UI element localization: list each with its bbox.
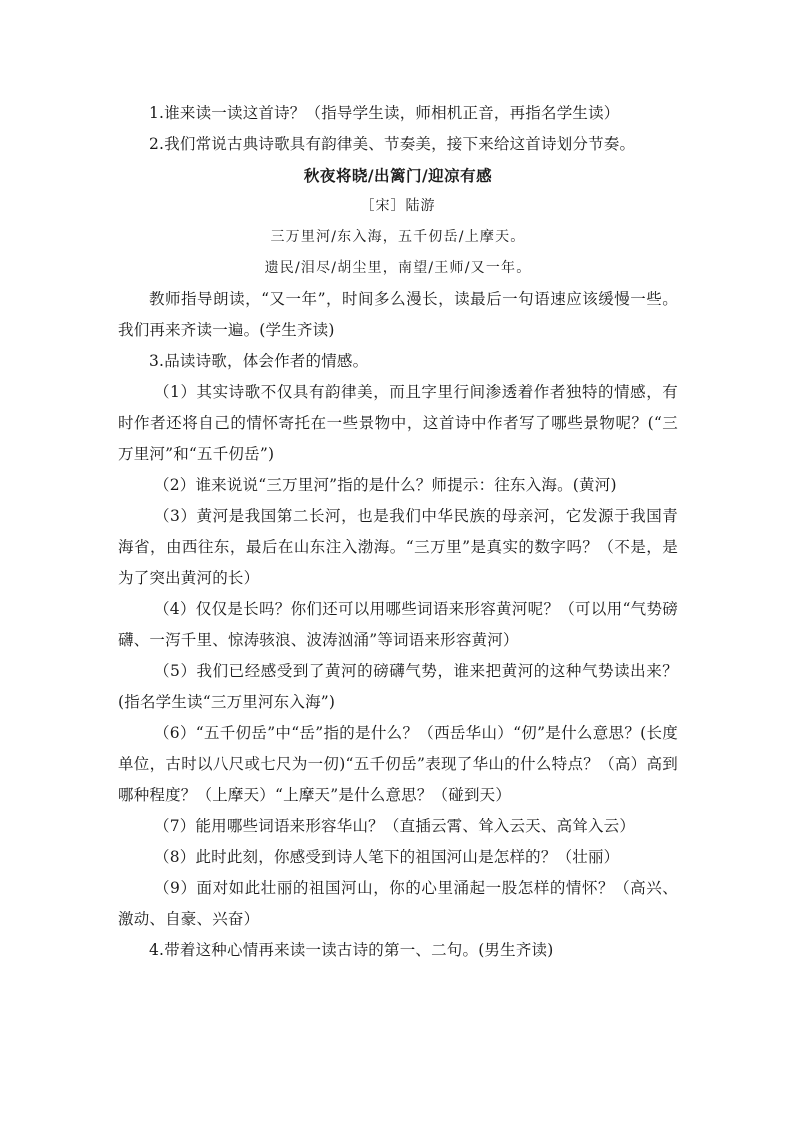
paragraph-question-6: （6）“五千仞岳”中“岳”指的是什么？（西岳华山）“仞”是什么意思？(长度单位，古时以八尺或七尺为一仞)“五千仞岳”表现了华山的什么特点？（高）高到哪种程度？（上摩天）“上摩天”是什么意思？（碰到天） [118, 724, 678, 804]
paragraph-question-5: （5）我们已经感受到了黄河的磅礴气势，谁来把黄河的这种气势读出来？(指名学生读“三万里河东入海”) [118, 662, 678, 711]
paragraph-step-2: 2.我们常说古典诗歌具有韵律美、节奏美，接下来给这首诗划分节奏。 [149, 135, 636, 153]
paragraph-step-3: 3.品读诗歌，体会作者的情感。 [149, 352, 369, 370]
poem-title: 秋夜将晓/出篱门/迎凉有感 [303, 166, 493, 185]
paragraph-reading-guide: 教师指导朗读，“又一年”，时间多么漫长，读最后一句语速应该缓慢一些。我们再来齐读一遍。(学生齐读) [118, 290, 678, 339]
paragraph-question-2: （2）谁来说说“三万里河”指的是什么？师提示：往东入海。(黄河) [154, 476, 617, 494]
document-body [118, 98, 678, 966]
paragraph-step-4: 4.带着这种心情再来读一读古诗的第一、二句。(男生齐读) [149, 941, 554, 959]
paragraph-question-9: （9）面对如此壮丽的祖国河山，你的心里涌起一股怎样的情怀？（高兴、激动、自豪、兴奋） [118, 879, 678, 928]
paragraph-step-1: 1.谁来读一读这首诗？（指导学生读，师相机正音，再指名学生读） [149, 104, 620, 122]
poem-line-1: 三万里河/东入海，五千仞岳/上摩天。 [270, 229, 526, 245]
paragraph-question-7: （7）能用哪些词语来形容华山？（直插云霄、耸入云天、高耸入云） [154, 817, 636, 835]
paragraph-question-3: （3）黄河是我国第二长河，也是我们中华民族的母亲河，它发源于我国青海省，由西往东，最后在山东注入渤海。“三万里”是真实的数字吗？（不是，是为了突出黄河的长） [118, 507, 678, 587]
poem-line-2: 遗民/泪尽/胡尘里，南望/王师/又一年。 [264, 260, 532, 276]
paragraph-question-1: （1）其实诗歌不仅具有韵律美，而且字里行间渗透着作者独特的情感，有时作者还将自己的情怀寄托在一些景物中，这首诗中作者写了哪些景物呢？(“三万里河”和“五千仞岳”) [118, 383, 678, 463]
paragraph-question-8: （8）此时此刻，你感受到诗人笔下的祖国河山是怎样的？（壮丽） [154, 848, 620, 866]
paragraph-question-4: （4）仅仅是长吗？你们还可以用哪些词语来形容黄河呢？（可以用“气势磅礴、一泻千里、惊涛骇浪、波涛汹涌”等词语来形容黄河） [118, 600, 678, 649]
poem-author: ［宋］陆游 [360, 198, 436, 214]
